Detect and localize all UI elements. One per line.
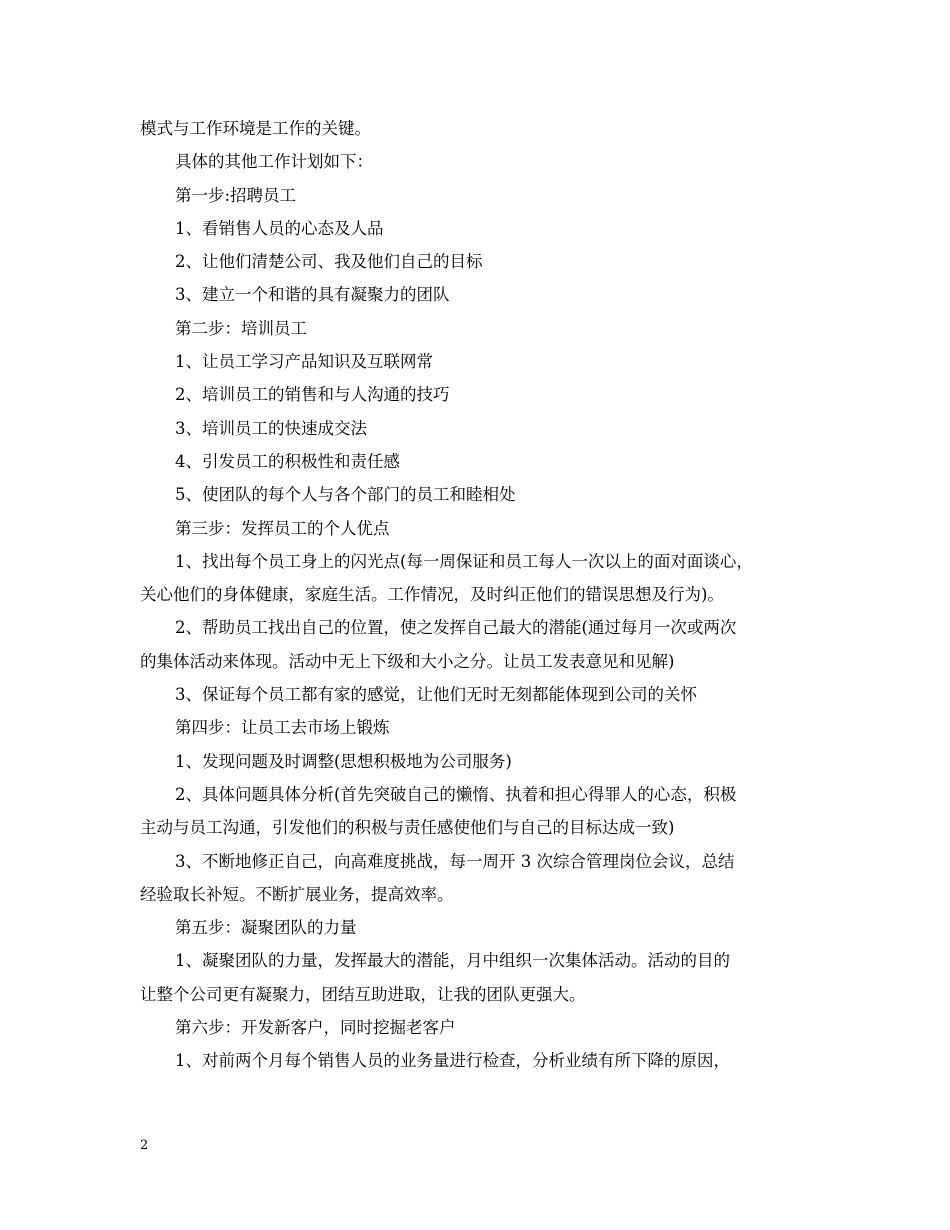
- text-line: 2、培训员工的销售和与人沟通的技巧: [175, 385, 450, 405]
- page-number: 2: [140, 1138, 149, 1153]
- text-line: 的集体活动来体现。活动中无上下级和大小之分。让员工发表意见和见解): [140, 651, 675, 671]
- text-line: 经验取长补短。不断扩展业务，提高效率。: [140, 884, 454, 904]
- text-line: 模式与工作环境是工作的关键。: [140, 119, 371, 138]
- text-line: 关心他们的身体健康，家庭生活。工作情况，及时纠正他们的错误思想及行为)。: [140, 585, 724, 605]
- text-line: 1、看销售人员的心态及人品: [175, 218, 384, 238]
- text-line: 5、使团队的每个人与各个部门的员工和睦相处: [175, 485, 516, 505]
- text-line: 第三步：发挥员工的个人优点: [175, 518, 390, 538]
- text-line: 1、凝聚团队的力量，发挥最大的潜能，月中组织一次集体活动。活动的目的: [175, 951, 730, 971]
- text-line: 具体的其他工作计划如下：: [175, 152, 373, 172]
- text-line: 3、培训员工的快速成交法: [175, 418, 367, 438]
- text-line: 1、发现问题及时调整(思想积极地为公司服务): [175, 751, 512, 771]
- text-line: 第一步:招聘员工: [175, 185, 297, 205]
- text-line: 1、找出每个员工身上的闪光点(每一周保证和员工每人一次以上的面对面谈心，: [175, 551, 753, 571]
- text-line: 第二步：培训员工: [175, 318, 307, 338]
- text-line: 2、帮助员工找出自己的位置，使之发挥自己最大的潜能(通过每月一次或两次: [175, 618, 737, 638]
- text-line: 4、引发员工的积极性和责任感: [175, 451, 400, 471]
- text-line: 2、具体问题具体分析(首先突破自己的懒惰、执着和担心得罪人的心态，积极: [175, 784, 737, 804]
- text-line: 3、保证每个员工都有家的感觉，让他们无时无刻都能体现到公司的关怀: [175, 685, 697, 705]
- text-line: 3、建立一个和谐的具有凝聚力的团队: [175, 285, 450, 305]
- text-line: 让整个公司更有凝聚力，团结互助进取，让我的团队更强大。: [140, 984, 586, 1004]
- text-line: 第六步：开发新客户，同时挖掘老客户: [175, 1018, 456, 1038]
- text-line: 第五步：凝聚团队的力量: [175, 918, 357, 938]
- text-line: 1、让员工学习产品知识及互联网常: [175, 352, 433, 372]
- text-line: 第四步：让员工去市场上锻炼: [175, 718, 390, 738]
- text-line: 1、对前两个月每个销售人员的业务量进行检查，分析业绩有所下降的原因，: [175, 1051, 730, 1071]
- document-body: [140, 112, 815, 1078]
- text-line: 主动与员工沟通，引发他们的积极与责任感使他们与自己的目标达成一致): [140, 818, 675, 838]
- text-line: 2、让他们清楚公司、我及他们自己的目标: [175, 252, 483, 272]
- text-line: 3、不断地修正自己，向高难度挑战，每一周开 3 次综合管理岗位会议，总结: [175, 851, 735, 871]
